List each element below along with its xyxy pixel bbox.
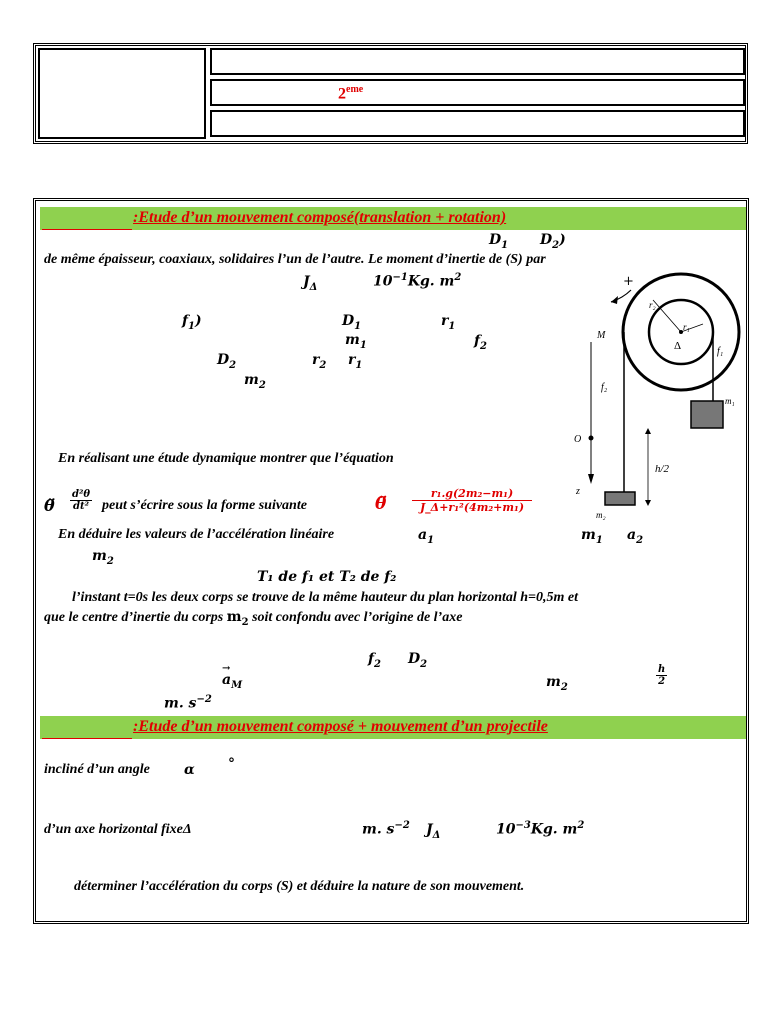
sym-D2-top: $D_2$) <box>540 232 566 251</box>
header-row-3 <box>210 110 745 137</box>
radius-r2-line <box>653 300 681 332</box>
intro-line: de même épaisseur, coaxiaux, solidaires l’un de l’autre. Le moment d’inertie de (S) par <box>44 252 546 267</box>
mass-m1 <box>691 401 723 428</box>
sym-aM: → $a_M$ <box>222 663 243 691</box>
label-M: M <box>597 330 606 341</box>
label-r1: r₁ <box>683 322 690 332</box>
label-f2: f₂ <box>601 382 608 393</box>
label-delta: Δ <box>674 340 682 352</box>
sym-m2b: $m_2$ <box>92 548 114 567</box>
instant-line-2: que le centre d’inertie du corps $m_2$ soit confondu avec l’origine de l’axe <box>44 609 463 628</box>
origin-O <box>589 436 594 441</box>
inertia-value-2: $10^{-3}Kg$. $m^2$ <box>496 820 585 838</box>
label-h2: h/2 <box>655 463 670 475</box>
sym-f2: $f_2$ <box>474 333 487 352</box>
header-row-2 <box>210 79 745 106</box>
sym-J-delta: $J_\Delta$ <box>303 274 318 293</box>
header-row-1 <box>210 48 745 75</box>
theta-double-dot-red: θ̈ <box>375 494 387 514</box>
derivative-fraction: $\frac{\text{d²θ}}{\text{dt²}}$ <box>72 489 91 512</box>
sym-m2c: $m_2$ <box>546 674 568 693</box>
label-m2: m₂ <box>596 510 606 520</box>
sym-f2b: $f_2$ <box>368 651 381 670</box>
sym-m2: $m_2$ <box>244 372 266 391</box>
height-arrow-top <box>645 428 651 434</box>
tensions-line: T₁ de f₁ et T₂ de f₂ <box>257 569 397 585</box>
label-f1: f₁ <box>717 346 724 357</box>
label-z: z <box>576 486 580 497</box>
sym-m1b: $m_1$ <box>581 527 603 546</box>
part2-title-underline <box>42 738 132 739</box>
theta-double-dot: θ̈ <box>44 496 55 515</box>
part1-title: :Etude d’un mouvement composé(translation + rotation) <box>133 209 507 226</box>
question2-line: En déduire les valeurs de l’accélération linéaire <box>58 527 335 542</box>
question1-line: En réalisant une étude dynamique montrer que l’équation <box>58 451 394 466</box>
part1-title-underline <box>42 229 132 230</box>
mass-m2 <box>605 492 635 505</box>
axis-text: d’un axe horizontal fixeΔ <box>44 822 192 837</box>
sym-r1: $r_1$ <box>441 313 456 332</box>
result-formula: $\frac{\text{r₁.g(2m₂−m₁)}}{\text{J\_Δ+r₁²(4m₂+m₁)}}$ <box>412 487 532 514</box>
sym-J-delta-2: $J_\Delta$ <box>426 822 441 841</box>
header-logo-box <box>38 48 206 139</box>
degree-sign: ° <box>228 756 235 772</box>
form-text: peut s’écrire sous la forme suivante <box>102 498 307 513</box>
level-label: 2eme <box>338 84 364 103</box>
part2-title: :Etude d’un mouvement composé + mouvement d’un projectile <box>133 718 548 735</box>
sym-D2: $D_2$ <box>217 352 237 371</box>
sym-D1: $D_1$ <box>342 313 362 332</box>
height-arrow-bottom <box>645 500 651 506</box>
z-axis-arrow <box>588 474 594 484</box>
label-r2: r₂ <box>649 300 656 310</box>
label-m1: m₁ <box>725 396 735 406</box>
rotation-arrow-head <box>611 296 618 304</box>
sym-r1b: $r_1$ <box>348 352 363 371</box>
sym-D1-top: $D_1$ <box>489 232 509 251</box>
sym-alpha: α <box>184 762 195 778</box>
sym-a2: $a_2$ <box>627 527 644 546</box>
sym-m1: $m_1$ <box>345 332 367 351</box>
inertia-value: $10^{-1}Kg$. $m^2$ <box>373 272 462 290</box>
determine-text: déterminer l’accélération du corps (S) et déduire la nature de son mouvement. <box>74 879 525 894</box>
sym-r2: $r_2$ <box>312 352 327 371</box>
pulley-diagram <box>571 272 745 522</box>
instant-line-1: l’instant t=0s les deux corps se trouve de la même hauteur du plan horizontal h=0,5m et <box>72 590 579 605</box>
label-O: O <box>574 434 582 445</box>
sym-D2b: $D_2$ <box>408 651 428 670</box>
incline-text: incliné d’un angle <box>44 762 150 777</box>
h-over-2: $\frac{h}{2}$ <box>658 664 666 687</box>
unit-ms2: m. $s^{-2}$ <box>164 694 212 712</box>
unit-ms2-2: m. $s^{-2}$ <box>362 820 410 838</box>
sym-f1: $f_1$) <box>182 313 202 332</box>
plus-sign: + <box>623 274 634 289</box>
sym-a1: $a_1$ <box>418 527 435 546</box>
